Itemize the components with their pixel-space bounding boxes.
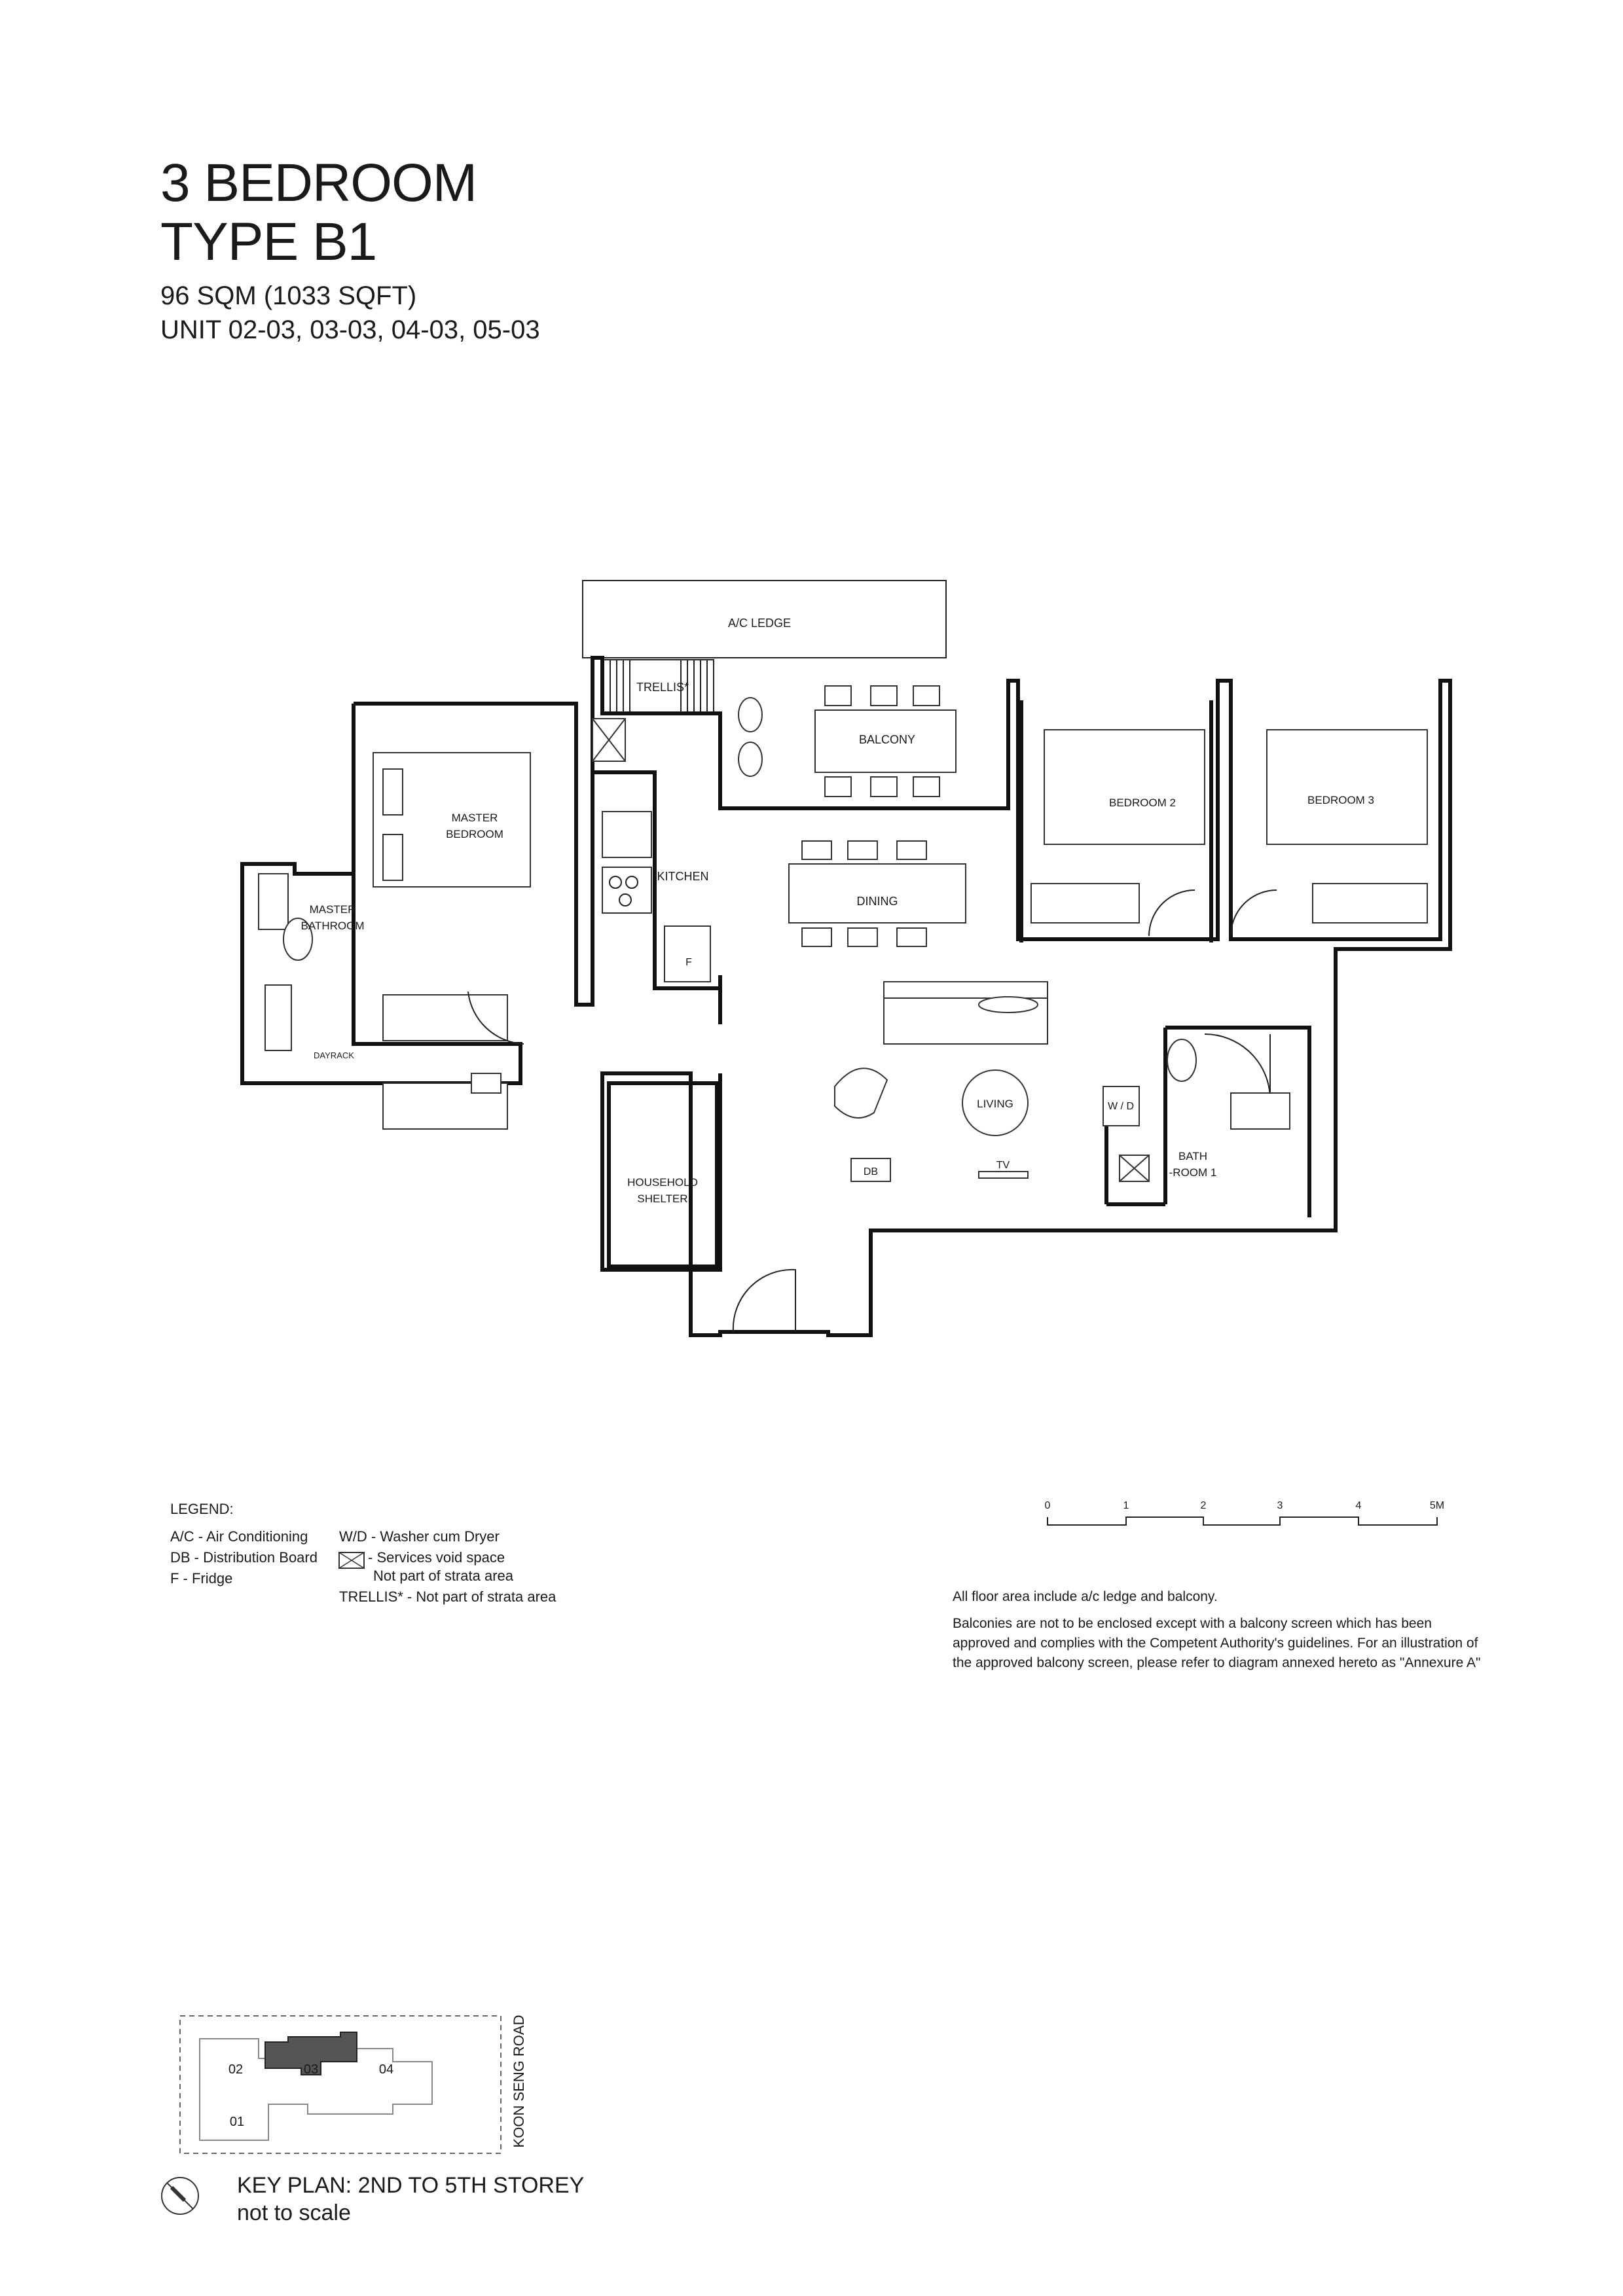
- bedroom3-wardrobe: [1313, 884, 1427, 923]
- label-master-bedroom: MASTER: [451, 812, 498, 824]
- north-arrow-icon: [162, 2178, 198, 2214]
- scale-bar: [1045, 1500, 1445, 1525]
- balcony-table: [739, 686, 956, 797]
- legend-item: Not part of strata area: [373, 1568, 513, 1584]
- door-arc: [1231, 890, 1277, 936]
- scale-tick: 1: [1123, 1500, 1129, 1511]
- sofa: [884, 982, 1048, 1044]
- bedroom3-bed: [1267, 730, 1427, 844]
- legend-item: TRELLIS* - Not part of strata area: [339, 1588, 556, 1605]
- label-master-bath: MASTER: [309, 903, 356, 916]
- label-kitchen: KITCHEN: [657, 870, 709, 883]
- note-line: All floor area include a/c ledge and balcony.: [953, 1589, 1218, 1604]
- legend-heading: LEGEND:: [170, 1501, 234, 1517]
- note-line: the approved balcony screen, please refer to diagram annexed hereto as "Annexure A": [953, 1655, 1481, 1670]
- label-fridge: F: [685, 957, 692, 968]
- scale-tick: 4: [1355, 1500, 1362, 1511]
- scale-tick: 3: [1277, 1500, 1283, 1511]
- bedroom2-wardrobe: [1031, 884, 1139, 923]
- label-dining: DINING: [856, 895, 898, 908]
- kitchen-sink: [602, 812, 651, 857]
- label-trellis: TRELLIS*: [636, 681, 689, 694]
- master-shower: [259, 874, 288, 929]
- key-unit-04: 04: [378, 2062, 394, 2077]
- legend-item: - Services void space: [368, 1549, 505, 1566]
- plan-type: TYPE B1: [160, 212, 377, 272]
- label-master-bath-2: BATHROOM: [301, 920, 365, 932]
- key-unit-03: 03: [303, 2062, 319, 2077]
- label-bedroom2: BEDROOM 2: [1108, 797, 1176, 809]
- label-shelter-2: SHELTER: [637, 1193, 688, 1205]
- key-road: KOON SENG ROAD: [511, 2015, 527, 2148]
- key-plan: [180, 2015, 527, 2153]
- bath-door: [1205, 1034, 1270, 1100]
- key-plan-title: KEY PLAN: 2ND TO 5TH STOREY: [237, 2173, 585, 2198]
- key-plan-subtitle: not to scale: [237, 2200, 351, 2225]
- note-line: Balconies are not to be enclosed except with a balcony screen which has been: [953, 1616, 1432, 1631]
- scale-tick: 2: [1200, 1500, 1207, 1511]
- label-master-bedroom-2: BEDROOM: [446, 828, 503, 840]
- plan-area: 96 SQM (1033 SQFT): [160, 281, 417, 310]
- label-balcony: BALCONY: [858, 733, 916, 746]
- scale-tick: 0: [1044, 1500, 1051, 1511]
- label-shelter: HOUSEHOLD: [627, 1176, 698, 1189]
- master-vanity: [265, 985, 291, 1050]
- plan-title: 3 BEDROOM: [160, 153, 477, 213]
- label-bathroom1-2: -ROOM 1: [1169, 1166, 1217, 1179]
- master-wardrobe: [383, 995, 507, 1129]
- note-line: approved and complies with the Competent Authority's guidelines. For an illustration of: [953, 1636, 1478, 1651]
- plan-units: UNIT 02-03, 03-03, 04-03, 05-03: [160, 315, 540, 344]
- legend-item: DB - Distribution Board: [170, 1549, 318, 1566]
- shelter-box: [609, 1083, 717, 1266]
- scale-tick: 5M: [1429, 1500, 1445, 1511]
- label-dayrack: DAYRACK: [314, 1050, 354, 1060]
- key-unit-02: 02: [228, 2062, 244, 2077]
- label-living: LIVING: [977, 1098, 1013, 1110]
- label-tv: TV: [996, 1160, 1010, 1171]
- legend-item: W/D - Washer cum Dryer: [339, 1528, 500, 1545]
- label-db: DB: [863, 1166, 879, 1177]
- fridge: [665, 926, 710, 982]
- legend-item: F - Fridge: [170, 1570, 233, 1587]
- legend-item: A/C - Air Conditioning: [170, 1528, 308, 1545]
- label-bathroom1: BATH: [1178, 1150, 1208, 1162]
- armchair: [835, 1068, 887, 1118]
- bedroom2-bed: [1044, 730, 1205, 844]
- label-bedroom3: BEDROOM 3: [1307, 794, 1375, 806]
- tv-console: [979, 1172, 1028, 1178]
- dining-table: [789, 841, 966, 946]
- key-unit-01: 01: [229, 2115, 245, 2129]
- label-ac-ledge: A/C LEDGE: [727, 617, 792, 630]
- entrance-door: [733, 1270, 795, 1332]
- label-wd: W / D: [1108, 1101, 1134, 1112]
- door-arc: [1149, 890, 1195, 936]
